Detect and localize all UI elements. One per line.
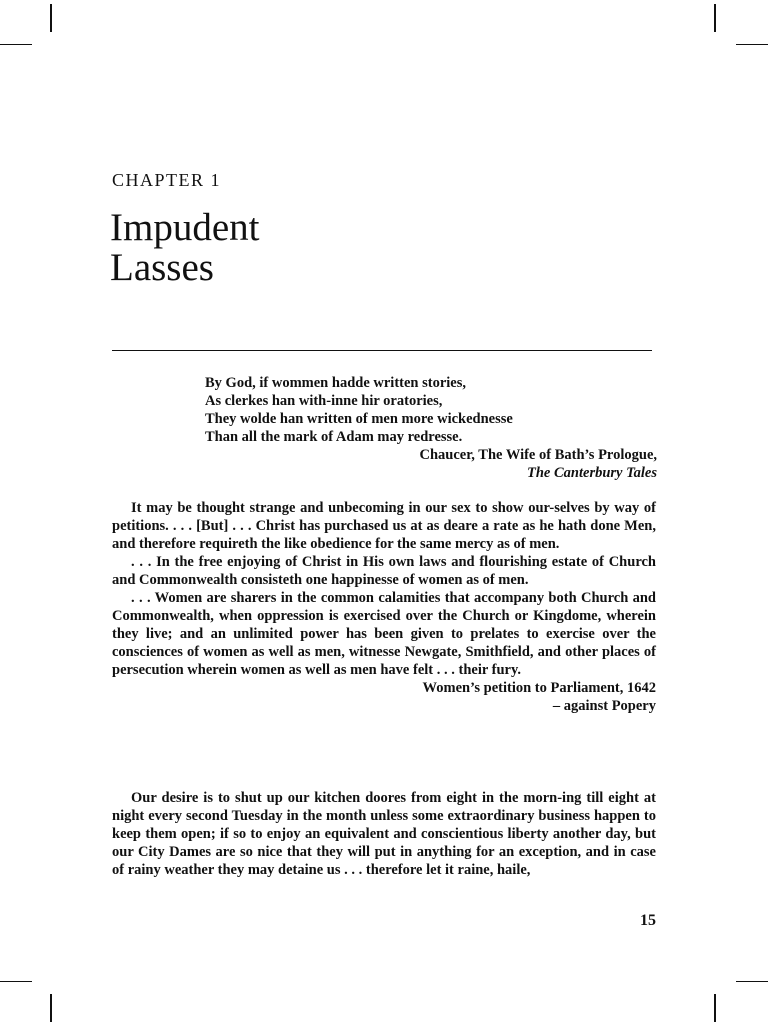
chapter-title (110, 208, 259, 288)
crop-mark-bottom-right (714, 994, 716, 1022)
petition-paragraph: . . . Women are sharers in the common calamities that accompany both Church and Commonwealth, when oppression is exercised over the Church or Kingdome, wherein they live; and an unlimited power has been given to prelates to exercise over the consciences of women as well as men, witnesse Newgate, Smithfield, and other places of persecution wherein women as well as men have felt . . . their fury. (112, 590, 656, 678)
crop-mark-top-right-h (736, 44, 768, 45)
crop-mark-bottom-left (50, 994, 52, 1022)
verse-line: Than all the mark of Adam may redresse. (205, 429, 463, 445)
closing-excerpt (112, 789, 656, 879)
petition-paragraph: It may be thought strange and unbecoming in our sex to show our-selves by way of petitions. . . . [But] . . . Christ has purchased us at as deare a rate as he hath done Men, and therefore requireth the like obedience for the same mercy as of men. (112, 500, 656, 552)
crop-mark-top-left (50, 4, 52, 32)
crop-mark-bottom-left-h (0, 981, 32, 982)
closing-paragraph: Our desire is to shut up our kitchen doores from eight in the morn-ing till eight at night every second Tuesday in the month unless some extraordinary business happen to keep them open; if so to enjoy an equivalent and conscientious liberty another day, but our City Dames are so nice that they will put in anything for an exception, and in case of rainy weather they may detaine us . . . therefore let it raine, haile, (112, 790, 656, 878)
crop-mark-top-right (714, 4, 716, 32)
epigraph-verse (205, 374, 657, 482)
chapter-label: CHAPTER 1 (112, 170, 222, 190)
crop-mark-bottom-right-h (736, 981, 768, 982)
petition-attribution: Women’s petition to Parliament, 1642 (422, 680, 656, 696)
crop-mark-top-left-h (0, 44, 32, 45)
chapter-title-line-2: Lasses (110, 246, 214, 289)
verse-line: They wolde han written of men more wickednesse (205, 411, 513, 427)
verse-line: By God, if wommen hadde written stories, (205, 375, 466, 391)
section-rule (112, 350, 652, 351)
chapter-title-line-1: Impudent (110, 206, 260, 249)
epigraph-source: The Canterbury Tales (527, 465, 657, 481)
petition-excerpt (112, 499, 656, 715)
epigraph-attribution: Chaucer, The Wife of Bath’s Prologue, (419, 447, 657, 463)
petition-paragraph: . . . In the free enjoying of Christ in His own laws and flourishing estate of Church and Commonwealth consisteth one happinesse of women as of men. (112, 554, 656, 588)
verse-line: As clerkes han with-inne hir oratories, (205, 393, 443, 409)
petition-subtitle: – against Popery (552, 698, 656, 714)
page-number: 15 (640, 912, 656, 929)
